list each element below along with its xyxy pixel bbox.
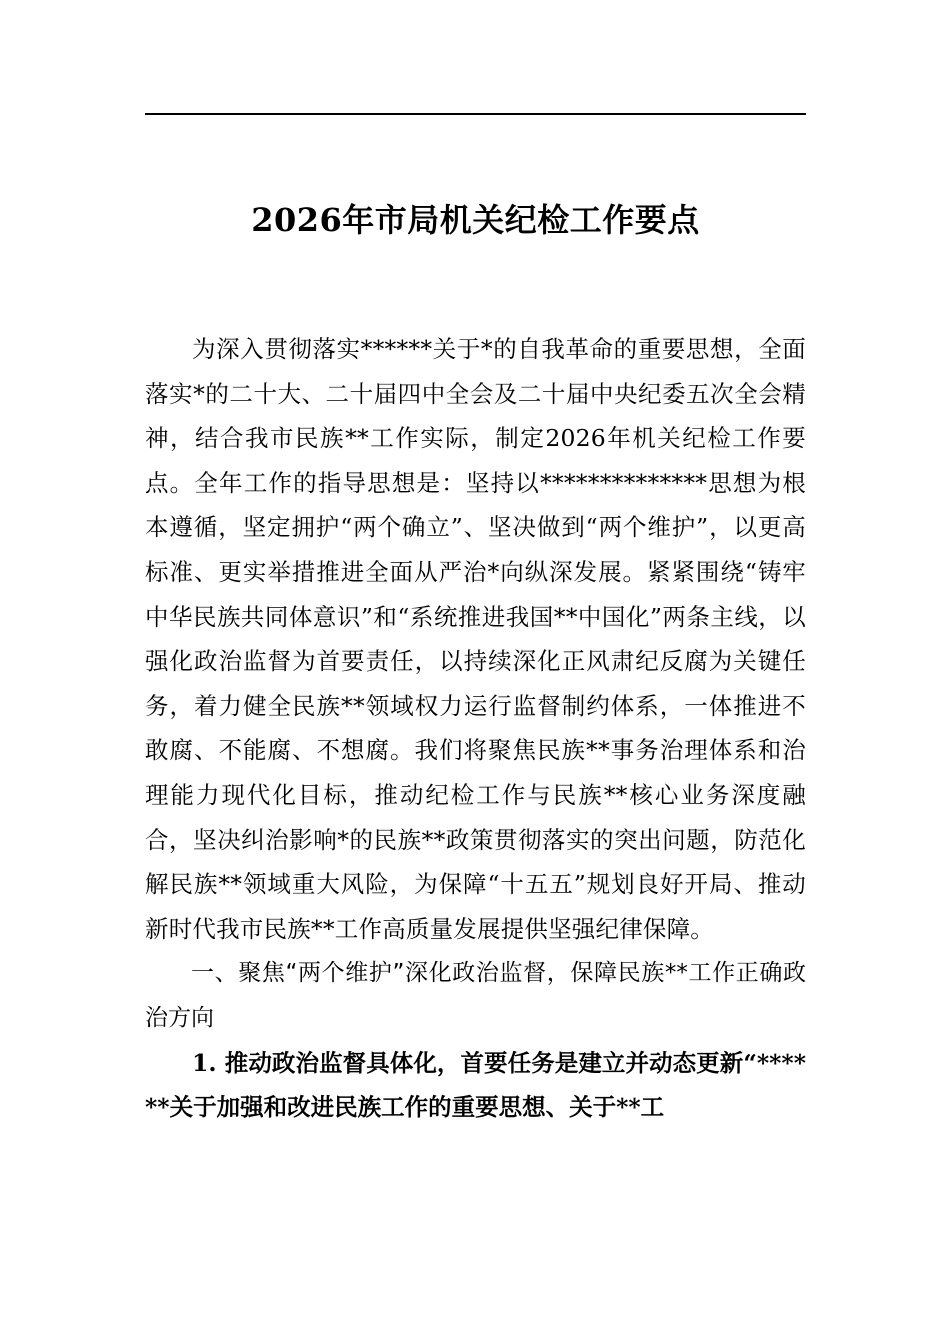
intro-paragraph: 为深入贯彻落实******关于*的自我革命的重要思想，全面落实*的二十大、二十届四中全会及二十届中央纪委五次全会精神，结合我市民族**工作实际，制定2026年机关纪检工作要点。全年工作的指导思想是：坚持以**************思想为根本遵循，坚定拥护“两个确立”、坚决做到“两个维护”，以更高标准、更实举措推进全面从严治*向纵深发展。紧紧围绕“铸牢中华民族共同体意识”和“系统推进我国**中国化”两条主线，以强化政治监督为首要责任，以持续深化正风肃纪反腐为关键任务，着力健全民族**领域权力运行监督制约体系，一体推进不敢腐、不能腐、不想腐。我们将聚焦民族**事务治理体系和治理能力现代化目标，推动纪检工作与民族**核心业务深度融合，坚决纠治影响*的民族**政策贯彻落实的突出问题，防范化解民族**领域重大风险，为保障“十五五”规划良好开局、推动新时代我市民族**工作高质量发展提供坚强纪律保障。 [145, 335, 806, 943]
document-body [145, 327, 806, 1130]
sub-heading-1-1: 1. 推动政治监督具体化，首要任务是建立并动态更新“******关于加强和改进民族工作的重要思想、关于**工 [145, 1048, 806, 1122]
document-title: 2026年市局机关纪检工作要点 [251, 201, 700, 239]
section-heading-1: 一、聚焦“两个维护”深化政治监督，保障民族**工作正确政治方向 [145, 960, 806, 1031]
header-rule [145, 113, 806, 115]
